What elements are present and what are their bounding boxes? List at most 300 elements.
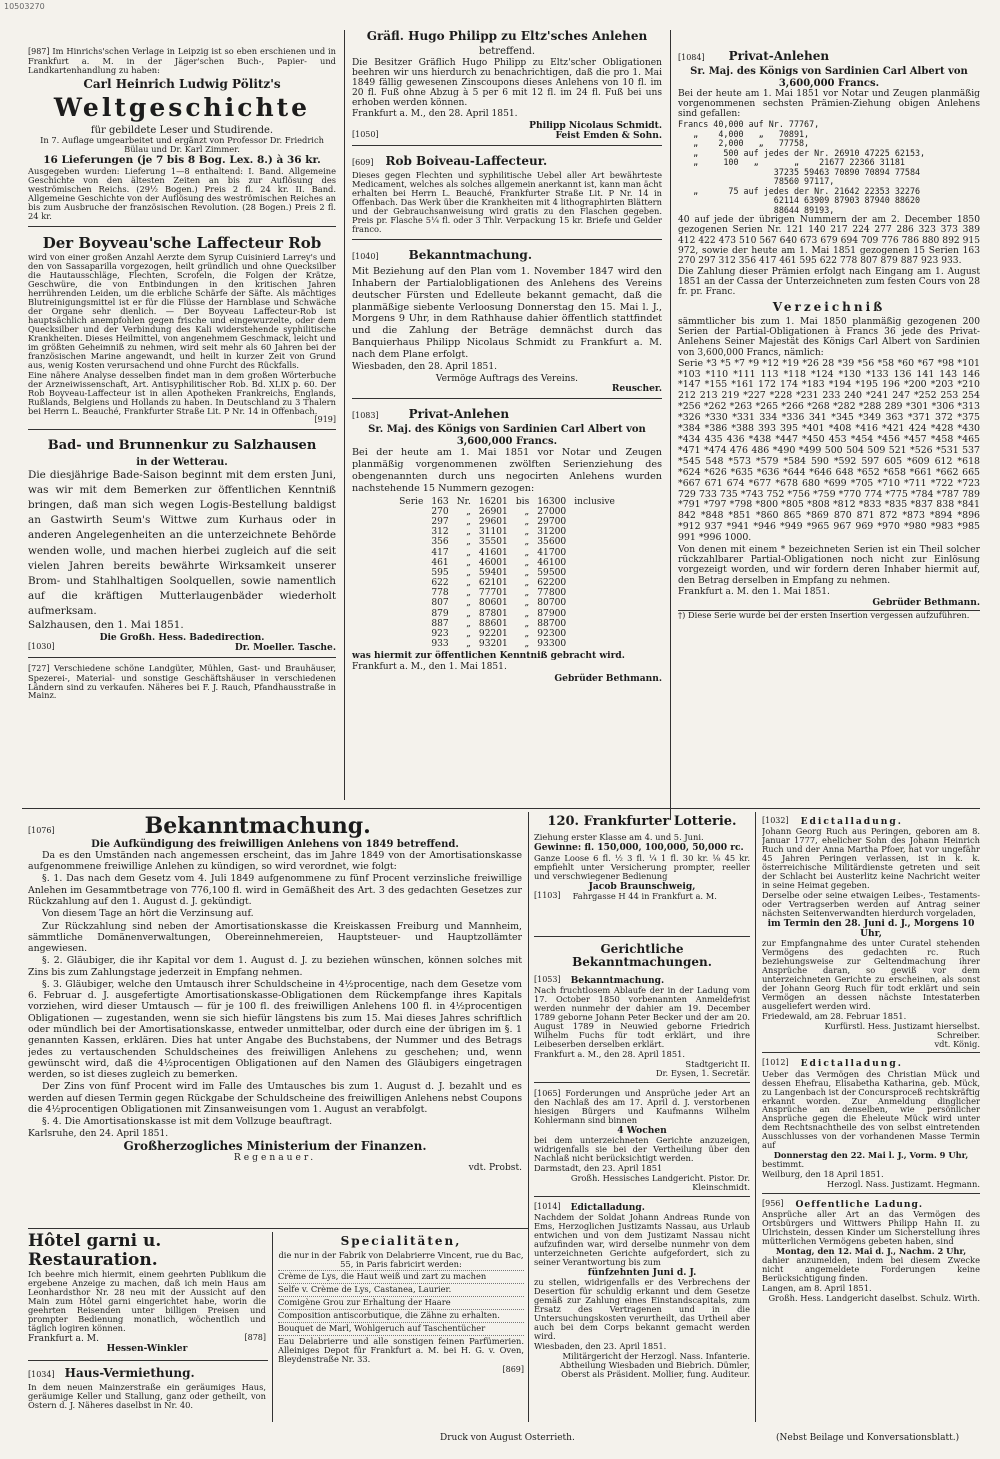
ad-address: Fahrgasse H 44 in Frankfurt a. M. [572, 890, 717, 901]
series-cell [395, 588, 427, 598]
series-cell: 16201 [478, 496, 508, 507]
column-rule-4 [755, 812, 756, 1422]
ad-ref: [727] [28, 663, 50, 673]
ad-ref: [1050] [352, 129, 379, 139]
series-cell: 356 [431, 537, 449, 548]
ad-deadline: fünfzehnten Juni d. J. [587, 1266, 697, 1278]
ad-date: Langen, am 8. April 1851. [762, 1282, 872, 1293]
book-subtitle: für gebildete Leser und Studirende. [90, 124, 274, 136]
ad-body: Gewinne: fl. 150,000, 100,000, 50,000 rc. [534, 841, 744, 853]
column-3 [678, 44, 980, 822]
ad-date: Frankfurt a. M., den 1. Mai 1851. [352, 662, 507, 673]
series-cell: „ [524, 608, 530, 619]
ad-body: Von denen mit einem * bezeichneten Serien ist ein Theil solcher rückzahlbarer Partial-Obligationen noch nicht zur Einlösung vorgezeigt worden, und wir fordern deren Inhaber hiermit auf, den Betrag derselben in Empfang zu nehmen. [678, 545, 980, 586]
ad-signature: Großh. Hess. Landgericht daselbst. Schulz. Wirth. [768, 1292, 980, 1303]
series-cell [570, 619, 619, 629]
series-cell: 35600 [537, 537, 567, 548]
ad-date: Frankfurt a. M., den 28. April 1851. [534, 1048, 686, 1059]
series-cell [570, 598, 619, 608]
product-item: Composition antiscorbutique, die Zähne zu erhalten. [278, 1309, 524, 1321]
series-row [395, 578, 619, 588]
series-cell: „ [524, 618, 530, 629]
ad-body: Eine nähere Analyse desselben findet man in dem großen Wörterbuche der Arzneiwissenschaft, Art. Antisyphilitischer Rob. Bd. XLIX p. 60. Der Rob Boyveau-Laffecteur ist in allen Apotheken Frankreichs, Englands, Rußlands, Belgiens und Hollands zu haben. In Deutschland zu 3 Thalern bei Herrn L. Beauché, Frankfurter Straße Lit. P Nr. 14 in Offenbach. [28, 369, 336, 416]
series-cell: „ [524, 547, 530, 558]
ad-body: Ich beehre mich hiermit, einem geehrten Publikum die ergebene Anzeige zu machen, daß ich mein Haus am Leonhardsthor Nr. 28 neu mit der Aussicht auf den Main zum Hôtel garni eingerichtet habe, worin die geehrten Reisenden unter billigen Preisen und prompter Bedienung monatlich, wöchentlich und täglich logiren können. [28, 1269, 266, 1333]
book-title: Weltgeschichte [53, 92, 311, 122]
product-item: Selfe v. Crème de Lys, Castanea, Laurier. [278, 1283, 524, 1295]
ad-footnote: †) Diese Serie wurde bei der ersten Insertion vergessen aufzuführen. [678, 610, 980, 620]
notice-paragraph: Von diesem Tage an hört die Verzinsung auf. [42, 908, 254, 920]
ad-body: dahier anzumelden, indem bei diesem Zwecke nicht angemeldete Forderungen keine Berücksichtigung finden. [762, 1254, 980, 1283]
series-cell: „ [466, 639, 471, 650]
ad-title: Bekanntmachung. [570, 974, 665, 986]
ad-subtitle: Sr. Maj. des Königs von Sardinien Carl Albert von 3,600,000 Francs. [690, 66, 968, 89]
ad-body: Mit Beziehung auf den Plan vom 1. November 1847 wird den Inhabern der Partialobligationen des Anlehens des Vereins deutscher Fürsten und Edelleute bekannt gemacht, daß die planmäßige siebente Verloosung Donnerstag den 15. Mai l. J., Morgens 9 Uhr, in dem Rathhause dahier öffentlich stattfindet und die Zahlung der Beträge demnächst durch das Banquierhaus Philipp Nicolaus Schmidt zu Frankfurt a. M. nach dem Plane erfolgt. [352, 265, 662, 361]
section-title: Gerichtliche Bekanntmachungen. [572, 942, 712, 970]
ad-rob-boiveau [352, 149, 662, 240]
ad-ref: [869] [502, 1364, 524, 1374]
series-row [395, 588, 619, 598]
series-cell: 35501 [478, 537, 508, 548]
ad-ref: [878] [244, 1332, 266, 1342]
ad-date: Darmstadt, den 23. April 1851 [534, 1163, 663, 1174]
series-row [395, 558, 619, 568]
series-cell: 92300 [537, 628, 567, 639]
series-cell: 16300 [537, 496, 567, 507]
series-cell: Nr. [456, 496, 471, 507]
column-rule-5 [272, 1232, 273, 1422]
ad-body: Bei der heute am 1. Mai 1851 vor Notar und Zeugen planmäßig vorgenommenen zwölften Serienziehung des obengenannten durch uns negocirten Anlehens wurden nachstehende 15 Nummern gezogen: [352, 446, 662, 494]
ad-subtitle: in der Wetterau. [136, 456, 228, 468]
ad-ref: [1030] [28, 641, 55, 651]
ad-hotel-garni [28, 1232, 266, 1362]
ad-title: Edictalladung. [800, 1058, 903, 1070]
ad-salzhausen [28, 433, 336, 658]
series-cell [395, 639, 427, 649]
series-cell: „ [524, 578, 530, 589]
series-cell: 41700 [537, 547, 567, 558]
ad-body: bestimmt. [762, 1159, 805, 1170]
series-cell: inclusive [574, 496, 615, 507]
notice-paragraph: Der Zins von fünf Procent wird im Falle des Umtausches bis zum 1. August d. J. bezahlt und es werden auf diesen Termin gegen Rückgabe der Schuldscheine des freiwilligen Anlehens nebst Coupons die 4½procentigen Obligationen mit Zinsanweisungen vom 1. August an verabfolgt. [28, 1081, 522, 1115]
ad-date: Frankfurt a. M., den 28. April 1851. [352, 109, 518, 120]
series-cell: 879 [431, 608, 449, 619]
list-title: Verzeichniß [772, 299, 886, 314]
series-cell [395, 609, 427, 619]
ad-signature: Die Großh. Hess. Badedirection. [99, 631, 265, 643]
ad-signature: Vermöge Auftrags des Vereins. [435, 373, 579, 384]
ad-ref: [1053] [534, 974, 561, 984]
ad-title: 120. Frankfurter Lotterie. [547, 814, 737, 829]
series-cell [395, 598, 427, 608]
ad-body: Ansprüche aller Art an das Vermögen des Ortsbürgers und Wittwers Philipp Hahn II. zu Ulrichstein, dessen Kinder um Sicherstellung ihres mütterlichen Vermögens gebeten haben, sind [762, 1209, 980, 1247]
notice-paragraph: §. 4. Die Amortisationskasse ist mit dem Vollzuge beauftragt. [42, 1116, 333, 1128]
notice-paragraph: §. 2. Gläubiger, die ihr Kapital vor dem 1. August d. J. zu beziehen wünschen, können solches mit Zins bis zum Zahlungstage jederzeit in Empfang nehmen. [28, 955, 522, 978]
ad-weltgeschichte [28, 44, 336, 227]
notice-paragraph: Da es den Umständen nach angemessen erscheint, das im Jahre 1849 von der Amortisationskasse aufgenommene freiwillige Anlehen zu kündigen, so wird verordnet, wie folgt: [28, 849, 522, 873]
ad-body: Ziehung erster Klasse am 4. und 5. Juni. [534, 831, 704, 842]
column-1 [28, 44, 336, 806]
ad-signature: Großh. Hessisches Landgericht. Pistor. Dr. Kleinschmidt. [570, 1173, 750, 1192]
series-cell: 87900 [537, 608, 567, 619]
ad-title: Edictalladung. [800, 816, 903, 827]
series-cell: „ [466, 517, 471, 528]
series-cell: „ [466, 547, 471, 558]
series-cell: 77800 [537, 588, 567, 599]
series-cell: „ [524, 567, 530, 578]
notice-subtitle: Die Aufkündigung des freiwilligen Anlehens von 1849 betreffend. [91, 838, 459, 850]
series-cell: „ [524, 527, 530, 538]
series-row [395, 639, 619, 649]
series-cell: 297 [431, 517, 449, 528]
series-cell: 31200 [537, 527, 567, 538]
ad-ref: [919] [314, 415, 336, 425]
series-cell: „ [524, 628, 530, 639]
ad-bekanntmachung-verein [352, 243, 662, 399]
ad-ref: [987] [28, 47, 50, 56]
column-rule-2 [670, 30, 671, 820]
series-table [395, 497, 619, 650]
author-name: Carl Heinrich Ludwig Pölitz's [83, 76, 281, 91]
ad-signature: Dr. Eysen, 1. Secretär. [655, 1067, 750, 1078]
ad-body: Ueber das Vermögen des Christian Mück und dessen Ehefrau, Elisabetha Katharina, geb. Mück, zu Langenbach ist der Concursproceß rechtskräftig erkannt worden. Zur Anmeldung dinglicher Ansprüche an denselben, wie persönlicher Ansprüche gegen die Eheleute Mück wird unter dem Rechtsnachtheile des von selbst eintretenden Ausschlusses von der vorhandenen Masse Termin auf [762, 1068, 980, 1151]
series-cell: 93201 [478, 639, 508, 650]
series-cell [395, 548, 427, 558]
series-row [395, 537, 619, 547]
series-cell: 163 [431, 496, 449, 507]
ad-body: Nach fruchtlosem Ablaufe der in der Ladung vom 17. October 1850 vorbenannten Anmeldefrist werden nunmehr der dahier am 19. December 1789 geborne Johann Peter Becker und der am 20. August 1789 in Neuwied geborne Friedrich Wilhelm Fuchs für todt erklärt, und ihre Leibeserben derselben erklärt. [534, 985, 750, 1049]
series-cell [570, 588, 619, 598]
product-item: Comigène Grou zur Erhaltung der Haare [278, 1296, 524, 1308]
series-cell [570, 527, 619, 537]
ad-signature: Dr. Moeller. Tasche. [234, 641, 336, 653]
ad-signature: Reuscher. [611, 382, 662, 394]
series-cell: „ [524, 506, 530, 517]
ad-title: Rob Boiveau-Laffecteur. [385, 154, 548, 168]
ad-signature: Kurfürstl. Hess. Justizamt hierselbst. [824, 1020, 980, 1031]
series-cell: 417 [431, 547, 449, 558]
section-rule [28, 1228, 528, 1229]
book-edition: In 7. Auflage umgearbeitet und ergänzt von Professor Dr. Friedrich Bülau und Dr. Karl Zimmer. [40, 135, 324, 155]
ad-date: Salzhausen, den 1. Mai 1851. [28, 618, 184, 631]
notice-title: Bekanntmachung. [144, 814, 371, 839]
series-cell: 87801 [478, 608, 508, 619]
ad-ref: [1034] [28, 1370, 55, 1379]
ad-deadline: Montag, den 12. Mai d. J., Nachm. 2 Uhr, [775, 1246, 967, 1257]
series-row [395, 619, 619, 629]
ad-ref: [1076] [28, 826, 55, 835]
notice-signature: Regenauer. [233, 1153, 317, 1164]
ad-ref: [1032] [762, 816, 789, 825]
ad-ref: [1040] [352, 252, 379, 262]
series-row [395, 527, 619, 537]
ad-signature: Jacob Braunschweig, [588, 880, 696, 892]
series-cell: 595 [431, 567, 449, 578]
series-cell: 88601 [478, 618, 508, 629]
series-cell: „ [466, 618, 471, 629]
series-cell: 26901 [478, 506, 508, 517]
series-list: Serie *3 *5 *7 *9 *12 *19 *26 28 *39 *56 *58 *60 *67 *98 *101 *103 *110 *111 113 *118 *124 *130 *133 136 141 143 146 *147 *155 *161 172 174 *183 *194 *195 196 *200 *203 *210 212 213 219 *227 *228 *231 233 240 *241 247 *252 253 254 *256 *262 *263 *265 *266 *268 *282 *288 289 *301 *306 *313 *326 *330 *331 334 *336 341 *345 *349 363 *371 372 *375 *384 *386 *388 393 395 *401 *408 *416 *421 424 *428 *430 *434 435 436 *438 *447 *450 453 *454 *456 *457 *458 *465 *471 *474 476 486 *490 *499 500 504 509 521 *526 *531 537 *545 548 *573 *579 *584 590 *592 597 605 *609 612 *618 *624 *626 *635 *636 *644 *646 648 *652 *658 *661 *662 665 *667 671 674 *677 *678 680 *699 *705 *710 *711 *722 *723 729 733 735 *743 752 *756 *759 *770 774 *775 *784 *787 789 *791 *797 *798 *800 *805 *808 *812 *833 *835 *837 838 *841 842 *848 *851 *860 865 *869 870 871 872 *873 *894 *896 *912 937 *941 *946 *949 *965 967 969 *970 *980 *983 *985 991 *996 1000. [678, 357, 980, 544]
ad-signature: Herzogl. Nass. Justizamt. Hegmann. [826, 1179, 980, 1190]
ad-title: Oeffentliche Ladung. [795, 1199, 924, 1211]
series-cell [395, 619, 427, 629]
court-notice [534, 1200, 750, 1383]
series-cell: „ [466, 608, 471, 619]
series-cell: „ [466, 588, 471, 599]
series-cell: „ [466, 527, 471, 538]
ad-ref: [1014] [534, 1201, 561, 1211]
notice-paragraph: §. 1. Das nach dem Gesetz vom 4. Juli 1849 aufgenommene zu fünf Procent verzinsliche freiwillige Anlehen im Gesammtbetrage von 776,100 fl. wird in Gemäßheit des Art. 3 des gedachten Gesetzes zur Rückzahlung auf den 1. August d. J. gekündigt. [28, 873, 522, 907]
series-cell: „ [524, 537, 530, 548]
book-price: 16 Lieferungen (je 7 bis 8 Bog. Lex. 8.) à 36 kr. [43, 154, 321, 167]
ad-signature: Philipp Nicolaus Schmidt. [529, 119, 662, 131]
series-cell [395, 629, 427, 639]
product-item: Eau Delabrierre und alle sonstigen feinen Parfümerien. Alleiniges Depot für Frankfurt a. M. bei H. G. v. Oven, Bleydenstraße Nr. 33. [278, 1336, 524, 1365]
series-cell [570, 537, 619, 547]
edict-notice [762, 814, 980, 1053]
series-cell: 59500 [537, 567, 567, 578]
series-cell: 62101 [478, 578, 508, 589]
product-list [278, 1270, 524, 1365]
ad-subtitle: Sr. Maj. des Königs von Sardinien Carl Albert von 3,600,000 Francs. [368, 424, 646, 447]
edict-notices [762, 814, 980, 1424]
ad-praemien-ziehung [678, 44, 980, 625]
series-cell: 29601 [478, 517, 508, 528]
series-cell: „ [466, 537, 471, 548]
printer-imprint: Druck von August Osterrieth. [440, 1433, 575, 1443]
notice-paragraph: §. 3. Gläubiger, welche den Umtausch ihrer Schuldscheine in 4½procentige, nach dem Gesetze vom 6. Februar d. J. ausgefertigte Amortisationskasse-Obligationen dem Rückempfange ihres Kapitals vorziehen, wird dieser Umtausch — für je 100 fl. des freiwilligen Anlehens 100 fl. in 4½procentigen Obligationen — zugestanden, wenn sie sich hiefür längstens bis zum 15. Mai dieses Jahres schriftlich oder mündlich bei der Amortisationskasse, entweder unmittelbar, oder durch eine der übrigen im §. 1 genannten Kassen, erklären. Dies hat unter Angabe des Buchstabens, der Nummer und des Betrags jedes zu vertauschenden Schuldscheines des freiwilligen Anlehens zu geschehen; und, wenn gewünscht wird, daß die 4½procentigen Obligationen auf den Namen des Gläubigers eingetragen werden, so ist dieses zugleich zu bemerken. [28, 978, 522, 1081]
ad-signature: Feist Emden & Sohn. [555, 129, 662, 141]
ad-footer: was hiermit zur öffentlichen Kenntniß gebracht wird. [352, 650, 625, 662]
ad-title: Hôtel garni u. Restauration. [28, 1232, 162, 1271]
ad-signature: Schreiber. [936, 1029, 980, 1040]
column-2 [352, 24, 662, 806]
series-cell: „ [524, 588, 530, 599]
series-row [395, 609, 619, 619]
ad-body: 40 auf jede der übrigen Nummern der am 2. December 1850 gezogenen Serien Nr. 121 140 217 224 277 286 323 373 389 412 422 473 510 567 640 673 679 694 709 776 786 880 892 915 972, sowie der heute am 1. Mai 1851 gezogenen 15 Serien 163 270 297 312 356 417 461 595 622 778 807 879 887 923 933. [678, 215, 980, 266]
notice-body [28, 850, 522, 1128]
series-cell: 46001 [478, 557, 508, 568]
series-cell [570, 507, 619, 517]
ad-signature: Gebrüder Bethmann. [872, 596, 980, 608]
series-cell [570, 609, 619, 619]
series-cell: 31101 [478, 527, 508, 538]
page-number: 10503270 [4, 2, 45, 11]
ad-ref: [1012] [762, 1058, 789, 1068]
ad-body: Dieses gegen Flechten und syphilitische Uebel aller Art bewährteste Medicament, welches als solches allgemein anerkannt ist, kann man ächt erhalten bei Herrn L. Beauché, Frankfurter Straße Lit. P Nr. 14 in Offenbach. Das Werk über die Krankheiten mit 4 lithographirten Blättern und der Gebrauchsanweisung wird gratis zu den Flaschen gegeben. Preis pr. Flasche 5¼ fl. oder 3 Thlr. Verpackung 15 kr. Briefe und Gelder franco. [352, 170, 662, 235]
series-cell [570, 578, 619, 588]
ad-body: Die Besitzer Gräflich Hugo Philipp zu Eltz'scher Obligationen beehren wir uns hierdurch zu benachrichtigen, daß die pro 1. Mai 1849 fällig gewesenen Zinscoupons dieses Anlehens von 10 fl. im 20 fl. Fuß ohne Abzug à 5 per 6 mit 12 fl. im 24 fl. Fuß bei uns erhoben werden können. [352, 57, 662, 109]
series-cell [395, 578, 427, 588]
series-row [395, 507, 619, 517]
series-cell [570, 629, 619, 639]
ad-title: Haus-Vermiethung. [64, 1366, 195, 1380]
prize-list: Francs 40,000 auf Nr. 77767, „ 4,000 „ 70891, „ 2,000 „ 77758, „ 500 auf jedes der Nr. 26910 47225 62153, „ 100 „ „ 21677 22366 31181 37235 59463 70890 70894 77584 78560 97117, „ 75 auf jedes der Nr. 21642 22353 32276 62114 63909 87903 87940 88620 88644 89193, [678, 119, 926, 215]
series-cell [570, 568, 619, 578]
series-cell [570, 548, 619, 558]
series-cell [395, 537, 427, 547]
ad-body: zur Empfangnahme des unter Curatel stehenden Vermögens des gedachten rc. Ruch beziehungsweise zur Geltendmachung ihrer Ansprüche daran, so gewiß vor dem unterzeichneten Gerichte zu erscheinen, als sonst der Johann Georg Ruch für todt erklärt und sein Vermögen an dessen nächste Intestaterben ausgeliefert werden wird. [762, 938, 980, 1011]
ad-date: Weilburg, den 18 April 1851. [762, 1169, 884, 1180]
series-row [395, 517, 619, 527]
ad-signature: vdt. König. [934, 1038, 980, 1049]
ad-body: Die diesjährige Bade-Saison beginnt mit dem ersten Juni, was wir mit dem Bemerken zur öffentlichen Kenntniß bringen, daß man sich wegen Logis-Bestellung baldigst an Gastwirth Seum's Wittwe zum Kurhaus oder in anderen Angelegenheiten an die unterzeichnete Behörde wenden wolle, und machen hierbei zugleich auf die seit vielen Jahren bereits bewährte Wirksamkeit unserer Brom- und Stahlhaltigen Soolquellen, sowie namentlich auf die kräftigen Mutterlaugenbäder wiederholt aufmerksam. [28, 469, 336, 617]
ad-signature: Stadtgericht II. [685, 1058, 750, 1069]
ad-date: Frankfurt a. M. [28, 1333, 99, 1344]
ad-eltz-anlehen [352, 24, 662, 146]
series-cell [395, 568, 427, 578]
series-cell: „ [466, 598, 471, 609]
edict-notice [762, 1197, 980, 1307]
ad-boyveau-rob [28, 230, 336, 431]
ad-ref: [1103] [534, 890, 561, 900]
series-cell: „ [524, 639, 530, 650]
supplement-note: (Nebst Beilage und Konversationsblatt.) [776, 1433, 960, 1443]
series-cell: 29700 [537, 517, 567, 528]
series-cell: 887 [431, 618, 449, 629]
ad-signature: Gebrüder Bethmann. [554, 672, 662, 684]
series-cell: 41601 [478, 547, 508, 558]
ad-title: Specialitäten, [340, 1234, 462, 1248]
series-row [395, 568, 619, 578]
ad-subtitle: betreffend. [478, 46, 536, 58]
ad-title: Der Boyveau'sche Laffecteur Rob [42, 233, 322, 252]
series-cell: 88700 [537, 618, 567, 629]
series-cell: 62200 [537, 578, 567, 589]
series-cell: 59401 [478, 567, 508, 578]
ad-haus-vermiethung [28, 1364, 266, 1422]
series-cell: „ [466, 557, 471, 568]
notice-signature: vdt. Probst. [468, 1163, 522, 1174]
series-cell: 93300 [537, 639, 567, 650]
ad-ref: [956] [762, 1199, 784, 1209]
series-cell: 622 [431, 578, 449, 589]
ad-body: Ganze Loose 6 fl. ½ 3 fl. ¼ 1 fl. 30 kr. ⅛ 45 kr. empfiehlt unter Versicherung prompter, reeller und verschwiegener Bedienung [534, 852, 750, 881]
series-cell: „ [466, 567, 471, 578]
ad-body: Bei der heute am 1. Mai 1851 vor Notar und Zeugen planmäßig vorgenommenen sechsten Prämien-Ziehung obigen Anlehens sind gefallen: [678, 88, 980, 120]
ad-landgueter [28, 661, 336, 705]
ad-title: Edictalladung. [570, 1201, 645, 1213]
series-cell: 933 [431, 639, 449, 650]
court-notices [534, 940, 750, 1424]
column-rule-3 [528, 812, 529, 1422]
ad-title: Gräfl. Hugo Philipp zu Eltz'sches Anlehen [366, 29, 648, 43]
series-cell [395, 558, 427, 568]
series-cell [570, 517, 619, 527]
series-cell: „ [466, 578, 471, 589]
ad-ref: [609] [352, 158, 374, 167]
series-cell: 77701 [478, 588, 508, 599]
series-cell: „ [524, 598, 530, 609]
ad-date: Friedewald, am 28. Februar 1851. [762, 1010, 907, 1021]
ad-date: Wiesbaden, den 23. April 1851. [534, 1340, 667, 1351]
series-cell: „ [466, 628, 471, 639]
ad-privat-anlehen-serien [352, 402, 662, 688]
ad-specialitaeten [278, 1232, 524, 1422]
series-row [395, 548, 619, 558]
series-cell [395, 507, 427, 517]
series-cell: 778 [431, 588, 449, 599]
series-cell: 80700 [537, 598, 567, 609]
product-item: Bouquet de Marl, Wohlgeruch auf Taschentücher [278, 1322, 524, 1334]
ad-body: Die Zahlung dieser Prämien erfolgt nach Eingang am 1. August 1851 an der Cassa der Unterzeichneten zum festen Cours von 28 fr. pr. Franc. [678, 267, 980, 298]
ad-intro: die nur in der Fabrik von Delabrierre Vincent, rue du Bac, 55, in Paris fabricirt werden: [278, 1250, 524, 1270]
column-rule-1 [344, 30, 345, 800]
series-cell: „ [466, 506, 471, 517]
product-item: Crème de Lys, die Haut weiß und zart zu machen [278, 1270, 524, 1282]
book-volumes: Ausgegeben wurden: Lieferung 1—8 enthaltend: I. Band. Allgemeine Geschichte von den ältesten Zeiten an bis zur Auflösung des weströmischen Reichs. (29½ Bogen.) Preis 2 fl. 24 kr. II. Band. Allgemeine Geschichte von der Auflösung des weströmischen Reiches an bis zum Ausbruche der französischen Revolution. (28 Bogen.) Preis 2 fl. 24 kr. [28, 165, 336, 221]
series-row [395, 497, 619, 507]
ad-date: Frankfurt a. M. den 1. Mai 1851. [678, 586, 830, 597]
notice-paragraph: Zur Rückzahlung sind neben der Amortisationskasse die Kreiskassen Freiburg und Mannheim, sämmtliche Domänenverwaltungen, Obereinnehmereien, Hauptsteuer- und Hauptzollämter angewiesen. [28, 920, 522, 955]
ad-lotterie [534, 812, 750, 936]
ad-intro: Im Hinrichs'schen Verlage in Leipzig ist so eben erschienen und in Frankfurt a. M. in der Jäger'schen Buch-, Papier- und Landkartenhandlung zu haben: [28, 46, 336, 75]
series-row [395, 598, 619, 608]
section-rule [534, 936, 750, 937]
series-row [395, 629, 619, 639]
ad-body: Johann Georg Ruch aus Peringen, geboren am 8. Januar 1777, ehelicher Sohn des Johann Heinrich Ruch und der Anna Martha Pfoer, hat vor ungefähr 45 Jahren Peringen verlassen, ist in k. k. österreichische Militärdienste getreten und seit der Schlacht bei Austerlitz keine Nachricht weiter in seine Heimat gegeben. [762, 826, 980, 890]
series-cell: 27000 [537, 506, 567, 517]
series-cell: 923 [431, 628, 449, 639]
notice-freiwilliges-anlehen [28, 814, 522, 1224]
series-cell [395, 517, 427, 527]
ad-body: Forderungen und Ansprüche jeder Art an den Nachlaß des am 17. April d. J. verstorbenen hiesigen Bürgers und Kaufmanns Wilhelm Kohlermann sind binnen [534, 1087, 750, 1126]
ad-deadline: 4 Wochen [617, 1125, 667, 1137]
ad-body: wird von einer großen Anzahl Aerzte dem Syrup Cuisinierd Larrey's und den von Sassaparilla vorgezogen, heilt gründlich und ohne Quecksilber die Hautausschläge, Flechten, Scrofeln, die Folgen der Krätze, Geschwüre, die von Entbindungen in den kritischen Jahren herrührenden Leiden, um die erbliche Schärfe der Säfte. Als mächtiges Blutreinigungsmittel ist er für die Flüsse der Harnblase und Schwäche der Organe sehr dienlich. — Der Boyveau Laffecteur-Rob ist hauptsächlich anempfohlen gegen frische und eingewurzelte, oder dem Quecksilber und der Verbindung des Kali widerstehende syphilitische Krankheiten. Dieses Heilmittel, von angenehmem Geschmack, leicht und im größten Geheimniß zu nehmen, wird seit mehr als 60 Jahren bei der französischen Marine angewandt, und heilt in kurzer Zeit von Grund aus, wenig Kosten verursachend und ohne Furcht des Rückfalls. [28, 252, 336, 370]
ad-title: Privat-Anlehen [728, 49, 830, 63]
series-cell: „ [524, 517, 530, 528]
ad-body: sämmtlicher bis zum 1. Mai 1850 planmäßig gezogenen 200 Serien der Partial-Obligationen à Francs 36 jede des Privat-Anlehens Seiner Majestät des Königs Carl Albert von Sardinien von 3,600,000 Francs, nämlich: [678, 316, 980, 358]
ad-title: Privat-Anlehen [408, 406, 510, 421]
ad-body: bei dem unterzeichneten Gerichte anzuzeigen, widrigenfalls sie bei der Vertheilung über den Nachlaß nicht berücksichtigt werden. [534, 1135, 750, 1164]
ad-deadline: im Termin den 28. Juni d. J., Morgens 10 Uhr, [767, 917, 975, 939]
ad-title: Bad- und Brunnenkur zu Salzhausen [47, 438, 317, 454]
ad-body: Derselbe oder seine etwaigen Leibes-, Testaments- oder Vertragserben werden auf Antrag seiner nächsten Seitenverwandten hierdurch vorgeladen, [762, 889, 980, 918]
court-notice [534, 973, 750, 1083]
ad-deadline: Donnerstag den 22. Mai l. J., Vorm. 9 Uhr, [773, 1150, 969, 1161]
ad-body: In dem neuen Mainzerstraße ein geräumiges Haus, geräumige Keller und Stallung, ganz oder getheilt, von Ostern d. J. Näheres daselbst in Nr. 40. [28, 1382, 266, 1411]
series-cell: 312 [431, 527, 449, 538]
ad-date: Wiesbaden, den 28. April 1851. [352, 362, 498, 373]
ad-signature: Militärgericht der Herzogl. Nass. Infanterie. Abtheilung Wiesbaden und Biebrich. Dümler, Oberst als Präsident. Mollier, fung. Auditeur. [559, 1350, 750, 1379]
series-cell [395, 527, 427, 537]
series-cell: „ [524, 557, 530, 568]
series-cell: bis [515, 496, 530, 507]
ad-signature: Hessen-Winkler [106, 1342, 188, 1354]
court-notice [534, 1086, 750, 1197]
series-cell: Serie [399, 496, 424, 507]
ad-ref: [1084] [678, 53, 705, 62]
series-cell: 92201 [478, 628, 508, 639]
series-cell: 270 [431, 506, 449, 517]
series-cell: 807 [431, 598, 449, 609]
ad-body: zu stellen, widrigenfalls er des Verbrechens der Desertion für schuldig erkannt und dem Gesetze gemäß zur Zahlung eines Einstandscapitals, zum Ersatz des Vertragenen und in die Untersuchungskosten verurtheilt, das Urtheil aber auch bei dem Corps bekannt gemacht werden wird. [534, 1277, 750, 1341]
edict-notice [762, 1056, 980, 1194]
ad-ref: [1083] [352, 410, 379, 420]
notice-signature: Großherzogliches Ministerium der Finanzen. [123, 1138, 427, 1153]
ad-title: Bekanntmachung. [408, 248, 532, 263]
series-cell: 46100 [537, 557, 567, 568]
series-cell [570, 558, 619, 568]
series-cell: 461 [431, 557, 449, 568]
ad-body: Nachdem der Soldat Johann Andreas Runde von Ems, Herzoglichen Justizamts Nassau, aus Urlaub entwichen und von dem Justizamt Nassau nicht aufzufinden war, wird derselbe nunmehr von dem unterzeichneten Gerichte aufgefordert, sich zu seiner Verantwortung bis zum [534, 1212, 750, 1267]
notice-date: Karlsruhe, den 24. April 1851. [28, 1128, 169, 1139]
section-rule [28, 1360, 268, 1361]
series-cell [570, 639, 619, 649]
ad-body: Verschiedene schöne Landgüter, Mühlen, Gast- und Brauhäuser, Spezerei-, Material- und sonstige Geschäftshäuser in verschiedenen Ländern sind zu verkaufen. Näheres bei F. J. Rauch, Pfandhausstraße in Mainz. [28, 662, 336, 701]
ad-ref: [1065] [534, 1088, 561, 1098]
series-cell: 80601 [478, 598, 508, 609]
